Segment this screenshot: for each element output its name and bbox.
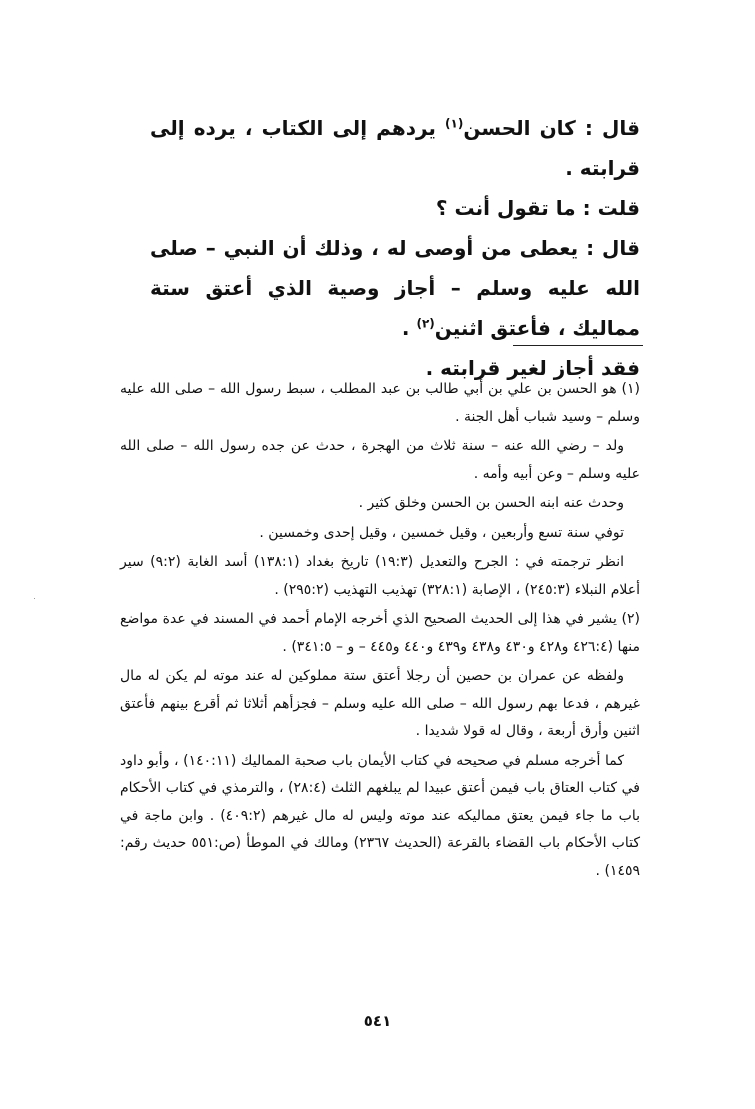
footnote-ref-2: (٢) bbox=[416, 316, 435, 331]
page-number: ٥٤١ bbox=[363, 1012, 392, 1030]
main-line-3-part-b: . bbox=[401, 316, 417, 340]
footnote-ref-1: (١) bbox=[445, 116, 464, 131]
footnote-1-paragraph-1: (١) هو الحسن بن علي بن أبي طالب بن عبد المطلب ، سبط رسول الله – صلى الله عليه وسلم – وسيد شباب أهل الجنة . bbox=[120, 381, 640, 425]
main-line-1-part-a: قال : كان الحسن bbox=[463, 116, 640, 140]
footnote-2-paragraph-2: ولفظه عن عمران بن حصين أن رجلا أعتق ستة مملوكين له عند موته لم يكن له مال غيرهم ، فدعا بهم رسول الله – صلى الله عليه وسلم – فجزأهم أثلاثا ثم أقرع بينهم فأعتق اثنين وأرق أربعة ، وقال له قولا شديدا . bbox=[120, 668, 640, 739]
footnote-1-paragraph-3: وحدث عنه ابنه الحسن بن الحسن وخلق كثير . bbox=[358, 495, 624, 511]
main-line-2: قلت : ما تقول أنت ؟ bbox=[435, 196, 640, 220]
footnote-separator bbox=[513, 345, 643, 346]
footnote-1-paragraph-5: انظر ترجمته في : الجرح والتعديل (١٩:٣) تاريخ بغداد (١٣٨:١) أسد الغابة (٩:٢) سير أعلام النبلاء (٢٤٥:٣) ، الإصابة (٣٢٨:١) تهذيب التهذيب (٢٩٥:٢) . bbox=[120, 554, 640, 598]
footnote-2-paragraph-3: كما أخرجه مسلم في صحيحه في كتاب الأيمان باب صحبة المماليك (١٤٠:١١) ، وأبو داود في كتاب العتاق باب فيمن أعتق عبيدا لم يبلغهم الثلث (٢٨:٤) ، والترمذي في كتاب الأحكام باب ما جاء فيمن يعتق مماليكه عند موته وليس له مال غيرهم (٤٠٩:٢) . وابن ماجة في كتاب الأحكام باب القضاء بالقرعة (الحديث ٢٣٦٧) ومالك في الموطأ (ص:٥٥١ حديث رقم: ١٤٥٩) . bbox=[120, 752, 641, 879]
footnote-1-paragraph-4: توفي سنة تسع وأربعين ، وقيل خمسين ، وقيل إحدى وخمسين . bbox=[259, 524, 624, 541]
main-line-3-part-a: قال : يعطى من أوصى له ، وذلك أن النبي – صلى الله عليه وسلم – أجاز وصية الذي أعتق ستة مماليك ، فأعتق اثنين bbox=[150, 236, 640, 340]
scan-speck bbox=[34, 598, 35, 599]
main-text-block bbox=[150, 108, 640, 388]
footnote-2-paragraph-1: (٢) يشير في هذا إلى الحديث الصحيح الذي أخرجه الإمام أحمد في المسند في عدة مواضع منها (٤٢٦:٤ و٤٢٨ و٤٣٠ و٤٣٨ و٤٣٩ و٤٤٠ و٤٤٥ – و – ٣٤١:٥) . bbox=[120, 611, 640, 655]
main-line-1 bbox=[150, 108, 640, 188]
main-line-3 bbox=[150, 228, 640, 348]
main-line-1-part-b: يردهم إلى الكتاب ، يرده إلى قرابته . bbox=[150, 116, 640, 180]
footnote-1-paragraph-2: ولد – رضي الله عنه – سنة ثلاث من الهجرة ، حدث عن جده رسول الله – صلى الله عليه وسلم – وعن أبيه وأمه . bbox=[120, 438, 640, 482]
main-line-4: فقد أجاز لغير قرابته . bbox=[425, 356, 640, 380]
footnotes-block bbox=[120, 376, 640, 887]
